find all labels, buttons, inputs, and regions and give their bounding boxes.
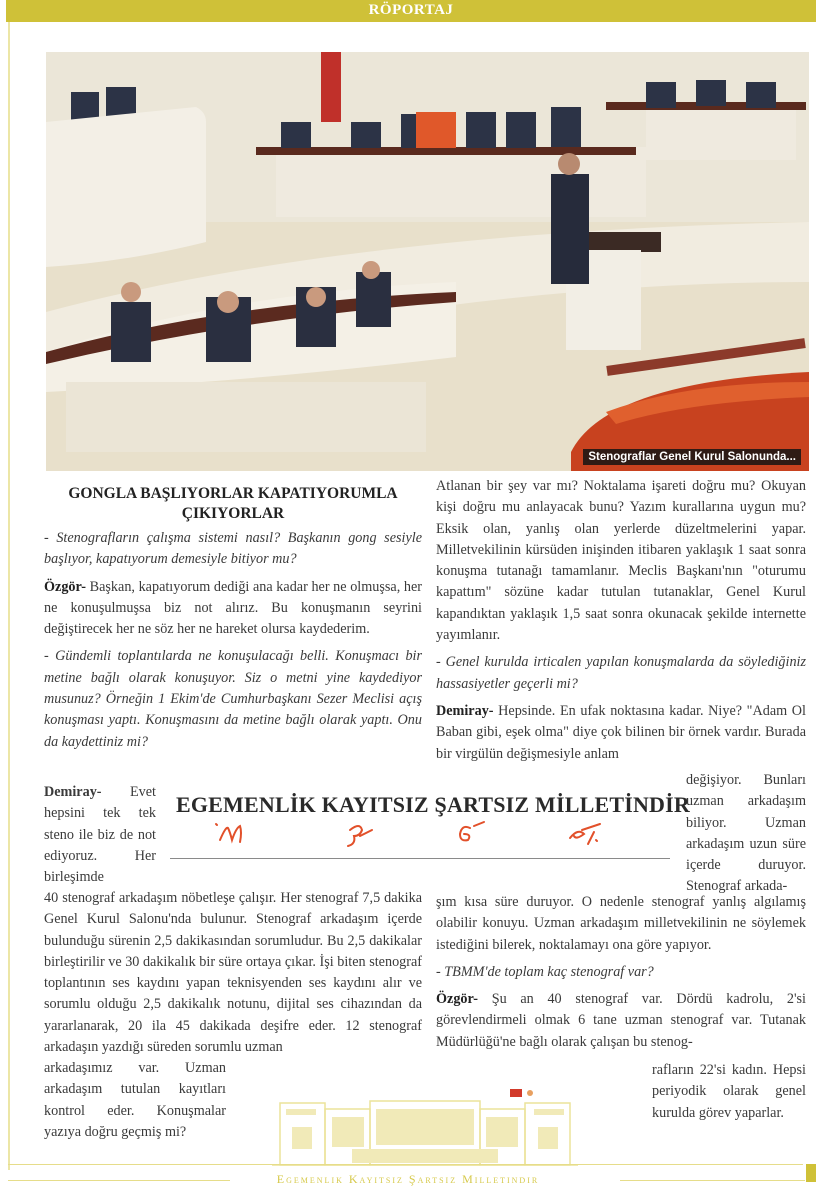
article-headline: GONGLA BAŞLIYORLAR KAPATIYORUMLA ÇIKIYORLAR <box>68 485 398 522</box>
interview-answer <box>44 577 422 641</box>
article-column-left <box>44 476 422 759</box>
interview-answer-narrow: değişiyor. Bunları uzman arkadaşım biliyor. Uzman arkadaşım uzun süre içerde duruyor. Stenograf arkada- <box>686 772 806 895</box>
speaker-name: Demiray- <box>436 702 494 719</box>
section-header-bar <box>6 0 816 22</box>
footer-accent-block <box>806 1164 816 1182</box>
speaker-name: Demiray- <box>44 784 102 800</box>
interview-question: - Genel kurulda irticalen yapılan konuşmalarda da söylediğiniz hassasiyetler geçerli mi? <box>436 654 806 692</box>
motto-inset <box>170 792 690 860</box>
answer-text: Şu an 40 stenograf var. Dördü kadrolu, 2'si görevlendirmeli olmak 6 tane uzman stenograf var. Tutanak Müdürlüğü'ne bağlı olarak çalışan bu stenog- <box>436 991 806 1050</box>
article-column-right <box>436 476 806 765</box>
speaker-name: Özgör- <box>436 991 479 1008</box>
interview-question: - Gündemli toplantılarda ne konuşulacağı belli. Konuşmacı bir metine bağlı olarak konuşuyor. Siz o metni yine kaydediyor musunuz? Örneğin 1 Ekim'de Cumhurbaşkanı Sezer Meclisi açış konuşması yaptı. Konuşmasını da metine bağlı olarak yaptı. Onu da kaydettiniz mi? <box>44 648 422 750</box>
interview-answer-tail: rafların 22'si kadın. Hepsi periyodik olarak genel kurulda görev yaparlar. <box>652 1062 806 1121</box>
answer-text: Evet hepsini tek tek steno ile biz de not ediyoruz. Her birleşimde <box>44 784 156 886</box>
interview-answer <box>436 989 806 1053</box>
left-margin-rule <box>8 22 10 1170</box>
interview-answer-tail: arkadaşımız var. Uzman arkadaşım tutulan kayıtları kontrol eder. Konuşmalar yazıya doğru geçmiş mi? <box>44 1060 226 1140</box>
parliament-building-icon <box>272 1085 578 1167</box>
interview-question: - Stenografların çalışma sistemi nasıl? Başkanın gong sesiyle başlıyor, kapatıyorum demesiyle bitiyor mu? <box>44 530 422 568</box>
shorthand-transcription <box>210 818 650 848</box>
photo-caption: Stenograflar Genel Kurul Salonunda... <box>583 449 801 465</box>
interview-question: - TBMM'de toplam kaç stenograf var? <box>436 963 654 980</box>
interview-answer-narrow <box>44 782 156 888</box>
motto-divider <box>170 858 670 859</box>
footer-rule-top <box>8 1164 803 1165</box>
footer-motto: Egemenlik Kayıtsız Şartsız Milletindir <box>276 1172 540 1186</box>
answer-text: şım kısa süre duruyor. O nedenle stenograf yanlış algılamış olabilir konuyu. Uzman arkadaşım milletvekilinin ne söylemek istediğini bilerek, noktalamayı ona göre yapıyor. <box>436 894 806 953</box>
article-photo <box>46 52 809 471</box>
motto-text: EGEMENLİK KAYITSIZ ŞARTSIZ MİLLETİNDİR <box>176 792 690 817</box>
answer-text: Başkan, kapatıyorum dediği ana kadar her ne olmuşsa, her ne konuşulmuşsa biz not alırız. Bu konuşmanın seyrini değiştirecek her ne söz her ne hareket olursa kaydederim. <box>44 578 422 638</box>
answer-text: Atlanan bir şey var mı? Noktalama işareti doğru mu? Okuyan kişi doğru mu anlayacak bunu? Yazım kurallarına uygun mu? Eksik olan, yanlış olan yerlerde düzeltmelerini yapar. Milletvekilinin kürsüden inişinden itibaren yaklaşık 1 saat sonra konuşma tutanağı tamamlanır. Meclis Başkanı'nın "oturumu kapattım" sözüne kadar tutulan tutanaklar, Genel Kurul kapandıktan yaklaşık 1,5 saat sonra okunacak şekilde internette yayımlanır. <box>436 478 806 644</box>
interview-answer-wide: 40 stenograf arkadaşım nöbetleşe çalışır. Her stenograf 7,5 dakika Genel Kurul Salonu'nda bulunur. Stenograf arkadaşım içerde bulunduğu sürenin 2,5 dakikasından sorumludur. Bu 2,5 dakikalar birleştirilir ve 30 dakikalık bir süre ortaya çıkar. İşi biten stenograf toplantının ses kaydını yapan teknisyenden ses kaydını alır ve sorumlu olduğu 2,5 dakikalık notunu, dijital ses cihazından da yararlanarak, 20 ila 45 dakikada deşifre eder. 12 stenograf arkadaşın yazdığı süreden sorumlu uzman <box>44 890 422 1056</box>
interview-answer <box>436 701 806 765</box>
article-column-right-lower <box>436 892 806 1053</box>
speaker-name: Özgör- <box>44 578 87 595</box>
parliament-hall-illustration <box>46 52 809 471</box>
section-title: RÖPORTAJ <box>368 2 454 18</box>
answer-text: Hepsinde. En ufak noktasına kadar. Niye? "Adam Ol Baban gibi, eşek olma" diye çok bilinen bir örnek vardır. Burada bir virgülün değişmesiyle anlam <box>436 702 806 762</box>
